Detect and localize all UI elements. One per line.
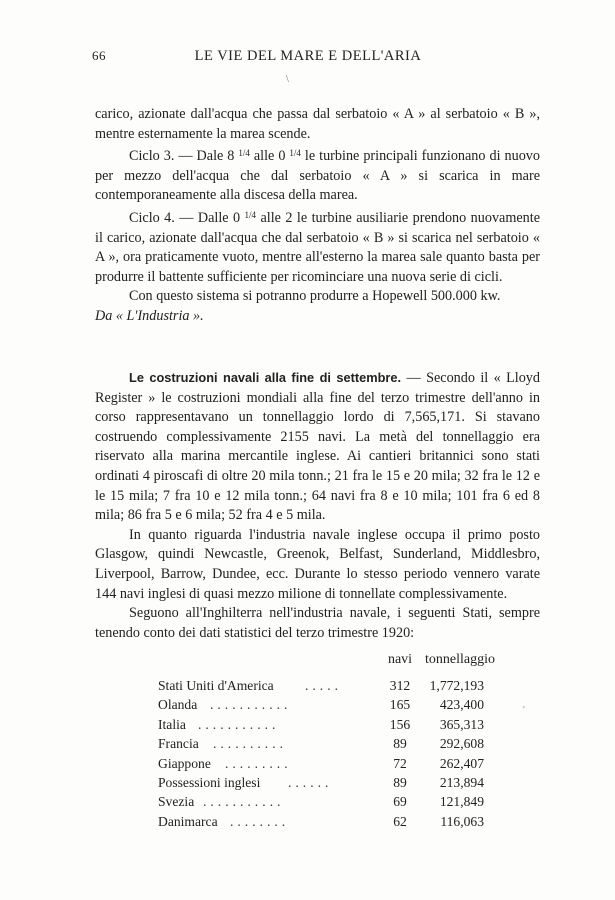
margin-mark: ' xyxy=(523,705,525,716)
navi-value: 156 xyxy=(389,716,411,732)
section-heading: Le costruzioni navali alla fine di settembre. xyxy=(129,370,402,385)
table-row xyxy=(158,754,488,773)
country-name: Olanda xyxy=(158,697,198,713)
country-name: Giappone xyxy=(158,755,211,771)
ton-value: 292,608 xyxy=(439,736,484,752)
paragraph: Le costruzioni navali alla fine di settembre. — Secondo il « Lloyd Register » le costruzioni mondiali alla fine del terzo trimestre dell'anno in corso rappresentavano un tonnellaggio lordo di 7,565,171. Si stavano costruendo complessivamente 2155 navi. La metà del tonnellaggio era riservato alla marina mercantile inglese. Ai cantieri britannici sono stati ordinati 4 piroscafi di oltre 20 mila tonn.; 21 fra le 15 e 20 mila; 32 fra le 12 e le 15 mila; 7 fra 10 e 12 mila tonn.; 64 navi fra 8 e 10 mila; 101 fra 6 ed 8 mila; 86 fra 5 e 6 mila; 52 fra 4 e 5 mila. xyxy=(95,370,540,524)
paragraph: Con questo sistema si potranno produrre a Hopewell 500.000 kw. xyxy=(129,288,501,305)
table-row xyxy=(158,676,488,695)
page-number: 66 xyxy=(92,48,106,63)
dot-leader: ........... xyxy=(203,794,285,810)
country-name: Italia xyxy=(158,716,186,732)
ton-value: 116,063 xyxy=(440,813,484,829)
dot-leader: ..... xyxy=(305,678,342,693)
dot-leader: ...... xyxy=(288,774,333,790)
ton-value: 423,400 xyxy=(439,697,484,713)
ton-value: 1,772,193 xyxy=(429,678,484,693)
ton-value: 365,313 xyxy=(439,716,484,732)
header-mark: \ xyxy=(286,74,289,85)
table-row xyxy=(158,715,488,734)
table-row xyxy=(158,695,488,714)
country-name: Stati Uniti d'America xyxy=(158,678,274,693)
column-header-tonnellaggio: tonnellaggio xyxy=(425,652,495,667)
ton-value: 121,849 xyxy=(439,794,484,810)
table-row xyxy=(158,792,488,811)
fraction: 1/4 xyxy=(238,148,250,159)
table-row xyxy=(158,773,488,792)
article-shipbuilding xyxy=(95,368,540,643)
navi-value: 69 xyxy=(393,794,407,810)
country-name: Svezia xyxy=(158,794,195,810)
table-row xyxy=(158,812,488,831)
paragraph-cycle-3: Ciclo 3. — Dale 8 $^{1/4}$ alle 0 $^{1/4}$ le turbine principali funzionano di nuovo per mezzo dell'acqua che dal serbatoio « A » si scarica in mare contemporaneamente alla discesa della marea. xyxy=(95,148,540,204)
running-header xyxy=(92,48,524,68)
article-continuation xyxy=(95,105,540,327)
navi-value: 72 xyxy=(393,755,407,771)
paragraph: carico, azionate dall'acqua che passa dal serbatoio « A » al serbatoio « B », mentre esternamente la marea scende. xyxy=(95,106,540,142)
ton-value: 262,407 xyxy=(439,755,484,771)
fraction: 1/4 xyxy=(244,209,257,220)
navi-value: 312 xyxy=(389,678,411,693)
ton-value: 213,894 xyxy=(439,774,484,790)
ships-table xyxy=(158,676,488,831)
paragraph: Seguono all'Inghilterra nell'industria navale, i seguenti Stati, sempre tenendo conto dei dati statistici del terzo trimestre 1920: xyxy=(95,605,540,641)
source-citation: Da « L'Industria ». xyxy=(95,307,204,324)
paragraph-cycle-4: Ciclo 4. — Dalle 0 $^{1/4}$ alle 2 le turbine ausiliarie prendono nuovamente il carico, azionate dall'acqua che dal serbatoio « B » si scarica nel serbatoio « A », ora praticamente vuoto, mentre all'esterno la marea sale quanto basta per produrre il battente sufficiente per ricominciare una nuova serie di cicli. xyxy=(95,209,540,285)
country-name: Possessioni inglesi xyxy=(158,774,261,790)
navi-value: 62 xyxy=(393,813,407,829)
dot-leader: ........... xyxy=(198,716,280,732)
navi-value: 89 xyxy=(393,736,407,752)
dot-leader: ........ xyxy=(230,813,290,829)
dot-leader: .......... xyxy=(213,736,287,752)
table-row xyxy=(158,734,488,753)
dot-leader: ........... xyxy=(210,697,292,713)
running-title: LE VIE DEL MARE E DELL'ARIA xyxy=(194,48,422,64)
country-name: Francia xyxy=(158,736,199,752)
fraction: 1/4 xyxy=(289,148,301,159)
navi-value: 89 xyxy=(393,774,407,790)
country-name: Danimarca xyxy=(158,813,218,829)
paragraph: In quanto riguarda l'industria navale inglese occupa il primo posto Glasgow, quindi Newcastle, Greenok, Belfast, Sunderland, Middlesbro, Liverpool, Barrow, Dundee, ecc. Durante lo stesso periodo vennero varate 144 navi inglesi di quasi mezzo milione di tonnellate complessivamente. xyxy=(95,526,540,602)
dot-leader: ......... xyxy=(225,755,292,771)
column-header-navi: navi xyxy=(387,652,413,667)
navi-value: 165 xyxy=(389,697,411,713)
